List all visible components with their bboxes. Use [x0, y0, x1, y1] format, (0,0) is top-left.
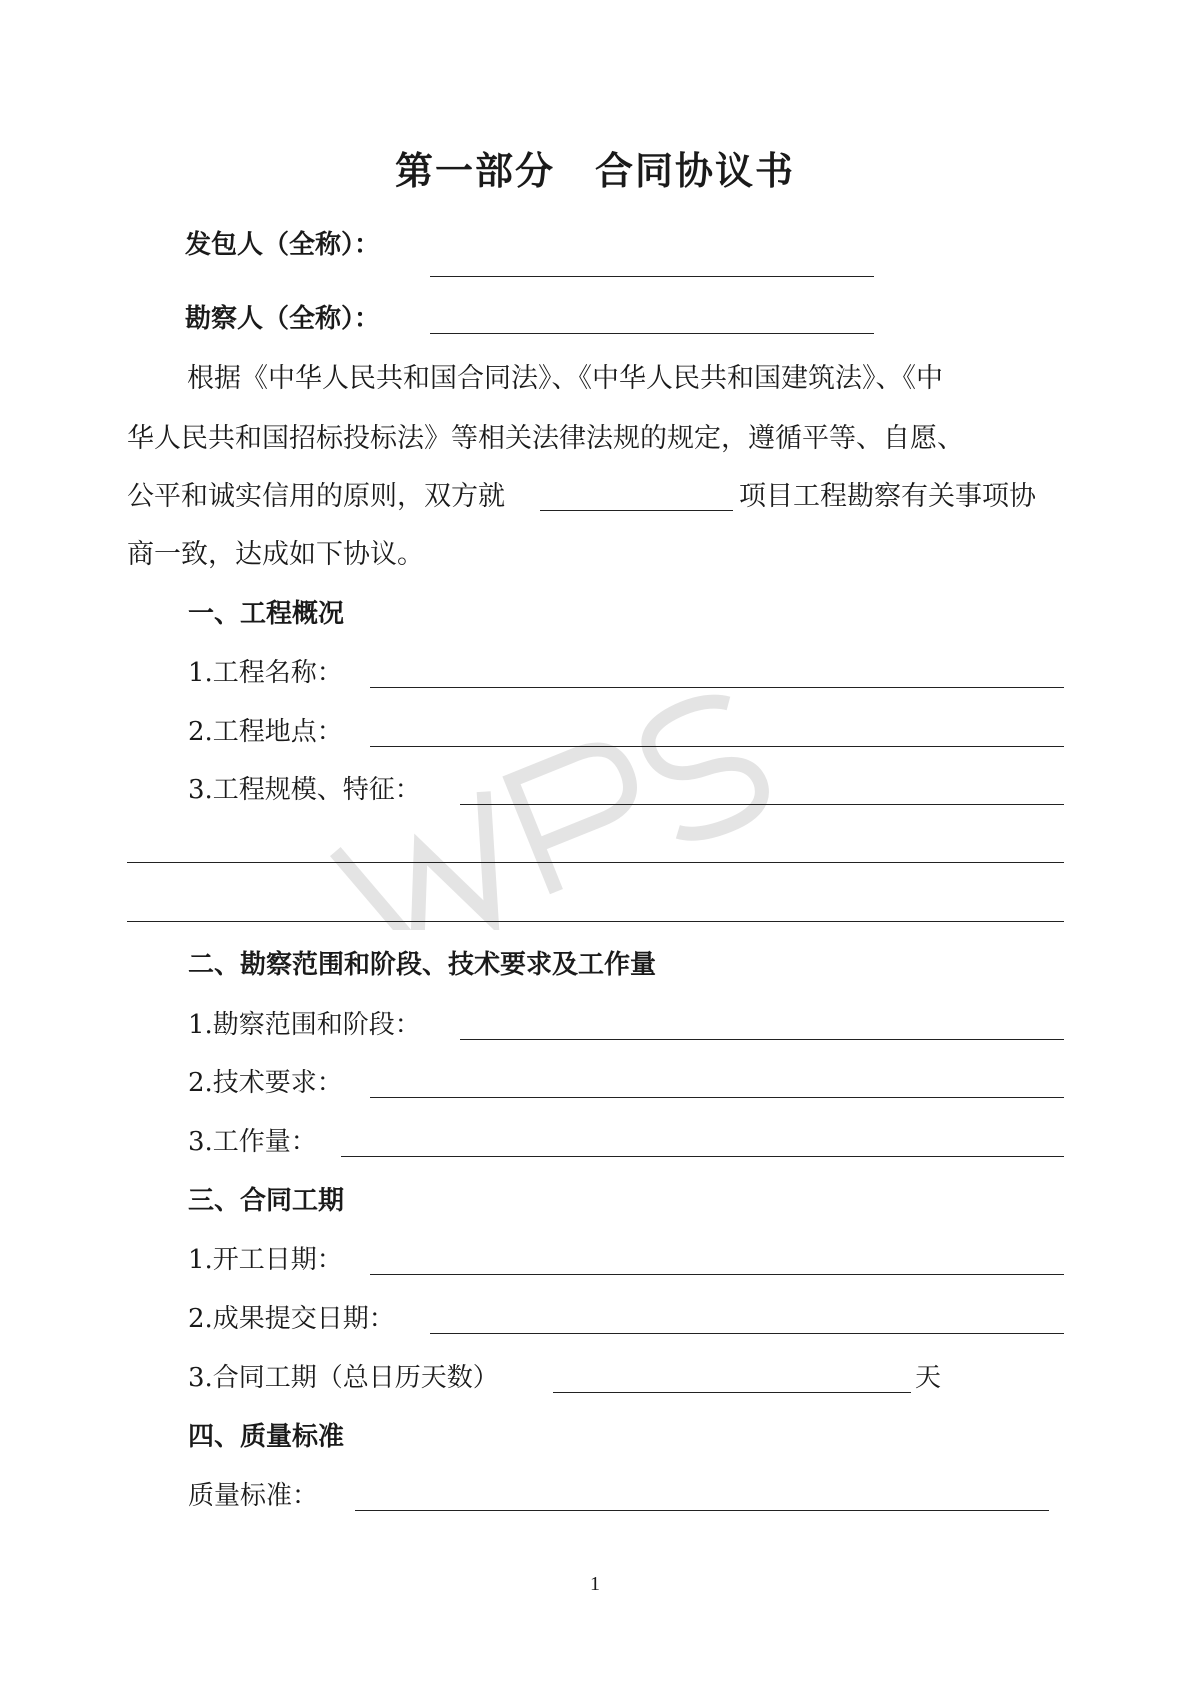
project-scale-extra-line-1[interactable] — [127, 862, 1064, 863]
intro-line-1: 根据《中华人民共和国合同法》、《中华人民共和国建筑法》、《中 — [187, 363, 943, 394]
employer-blank[interactable] — [430, 276, 874, 277]
section-4-heading: 四、质量标准 — [188, 1422, 345, 1452]
surveyor-blank[interactable] — [430, 333, 874, 334]
start-date-field[interactable] — [370, 1274, 1064, 1275]
employer-label: 发包人（全称）： — [185, 230, 381, 260]
contract-duration-label: 3.合同工期（总日历天数） — [188, 1363, 499, 1393]
start-date-label: 1.开工日期： — [188, 1245, 343, 1275]
page-title: 第一部分 合同协议书 — [394, 149, 795, 193]
project-location-label: 2.工程地点： — [188, 717, 343, 747]
page-number: 1 — [590, 1573, 600, 1595]
project-name-field[interactable] — [370, 687, 1064, 688]
workload-field[interactable] — [341, 1156, 1064, 1157]
intro-line-3-before: 公平和诚实信用的原则，双方就 — [127, 481, 505, 512]
wps-logo-icon — [315, 690, 775, 930]
contract-duration-unit: 天 — [915, 1363, 942, 1393]
project-scale-label: 3.工程规模、特征： — [188, 775, 421, 805]
section-2-heading: 二、勘察范围和阶段、技术要求及工作量 — [188, 950, 657, 980]
section-3-heading: 三、合同工期 — [188, 1186, 345, 1216]
surveyor-label: 勘察人（全称）： — [185, 304, 381, 334]
submission-date-field[interactable] — [430, 1333, 1064, 1334]
project-scale-extra-line-2[interactable] — [127, 921, 1064, 922]
project-name-blank[interactable] — [540, 510, 733, 511]
project-scale-field[interactable] — [460, 804, 1064, 805]
intro-line-2: 华人民共和国招标投标法》等相关法律法规的规定，遵循平等、自愿、 — [127, 423, 964, 454]
wps-watermark — [315, 690, 775, 934]
quality-standard-field[interactable] — [355, 1510, 1049, 1511]
tech-requirements-label: 2.技术要求： — [188, 1068, 343, 1098]
quality-standard-label: 质量标准： — [188, 1481, 319, 1511]
project-name-label: 1.工程名称： — [188, 658, 343, 688]
submission-date-label: 2.成果提交日期： — [188, 1304, 395, 1334]
intro-line-4: 商一致，达成如下协议。 — [127, 539, 424, 570]
tech-requirements-field[interactable] — [370, 1097, 1064, 1098]
intro-line-3-after: 项目工程勘察有关事项协 — [739, 481, 1036, 512]
contract-duration-field[interactable] — [553, 1392, 911, 1393]
section-1-heading: 一、工程概况 — [188, 599, 345, 629]
survey-scope-field[interactable] — [460, 1039, 1064, 1040]
project-location-field[interactable] — [370, 746, 1064, 747]
survey-scope-label: 1.勘察范围和阶段： — [188, 1010, 421, 1040]
workload-label: 3.工作量： — [188, 1127, 317, 1157]
